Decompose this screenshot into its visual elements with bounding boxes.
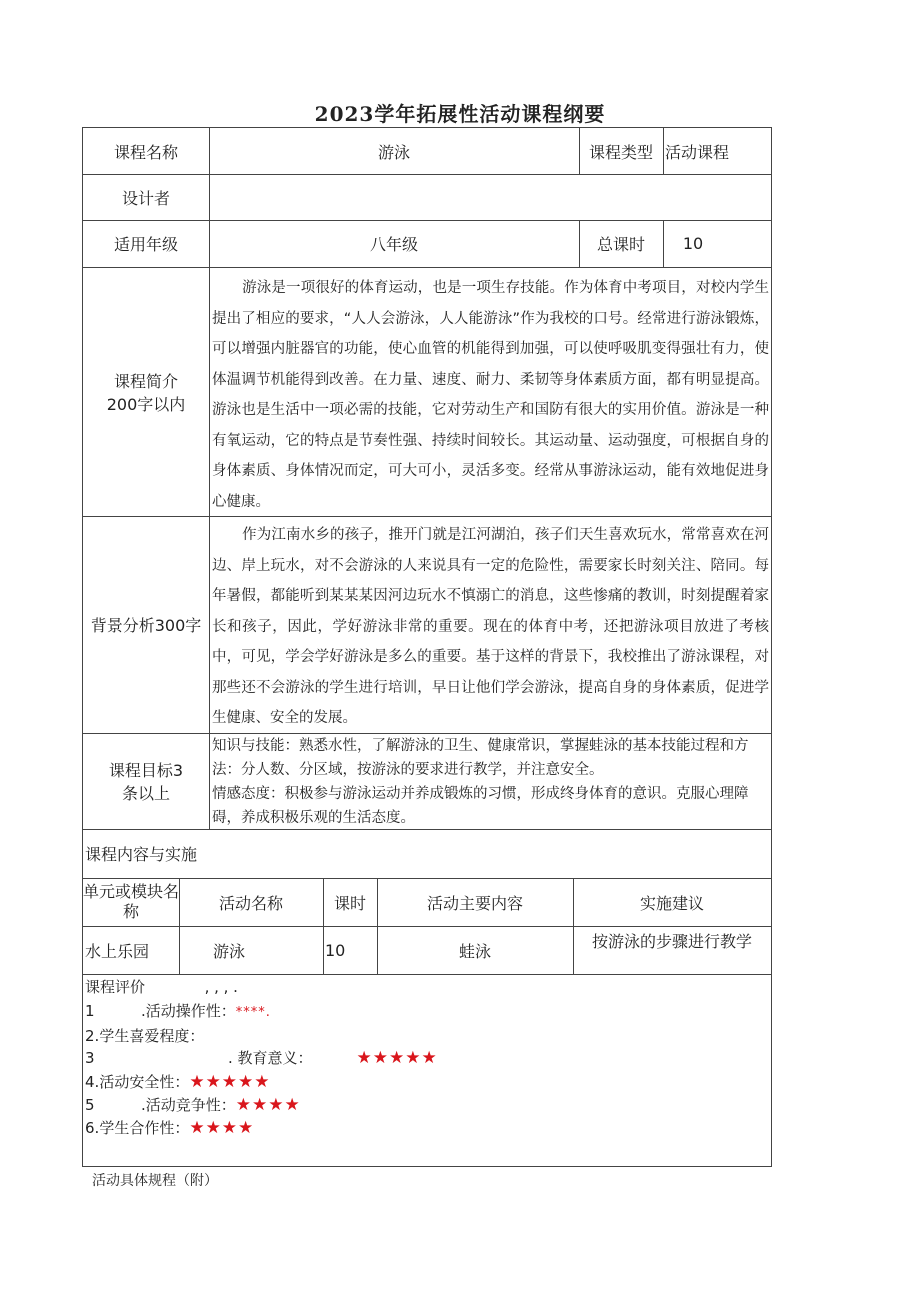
- header-hours: 课时: [333, 893, 366, 913]
- footer-note: 活动具体规程（附）: [92, 1173, 218, 1189]
- row-unit: 水上乐园: [85, 941, 150, 961]
- grade-value: 八年级: [369, 235, 418, 254]
- course-type-label: 课程类型: [588, 142, 653, 162]
- evaluation-num-3: 3: [85, 1049, 95, 1067]
- row-suggestion: 按游泳的步骤进行教学: [591, 931, 752, 951]
- intro-label: [83, 267, 209, 516]
- evaluation-title: [85, 976, 238, 997]
- evaluation-item-6: [85, 1117, 254, 1138]
- row-hours: 10: [325, 940, 346, 960]
- intro-label-line2: 200字以内: [106, 394, 186, 414]
- row-content: 蛙泳: [458, 941, 491, 961]
- course-name-value: 游泳: [377, 142, 410, 162]
- designer-label: 设计者: [121, 188, 170, 208]
- evaluation-num-2: 2: [85, 1027, 95, 1045]
- evaluation-num-6: 6: [85, 1119, 95, 1137]
- background-label: 背景分析300字: [90, 616, 202, 635]
- evaluation-item-1: [85, 1000, 271, 1021]
- background-text: [212, 520, 769, 734]
- evaluation-item-3: [85, 1047, 438, 1068]
- course-name-label: 课程名称: [113, 142, 178, 162]
- content-section-title: 课程内容与实施: [85, 845, 198, 864]
- intro-paragraph: 游泳是一项很好的体育运动，也是一项生存技能。作为体育中考项目，对校内学生提出了相应的要求，“人人会游泳，人人能游泳”作为我校的口号。经常进行游泳锻炼，可以增强内脏器官的功能，使心血管的机能得到加强，可以使呼吸肌变得强壮有力，使体温调节机能得到改善。在力量、速度、耐力、柔韧等身体素质方面，都有明显提高。游泳也是生活中一项必需的技能，它对劳动生产和国防有很大的实用价值。游泳是一种有氧运动，它的特点是节奏性强、持续时间较长。其运动量、运动强度，可根据自身的身体素质、身体情况而定，可大可小，灵活多变。经常从事游泳运动，能有效地促进身心健康。: [212, 280, 769, 510]
- total-hours-label: 总课时: [596, 235, 645, 254]
- evaluation-label-5: .活动竞争性：: [141, 1096, 236, 1114]
- goal-attitude: 情感态度：积极参与游泳运动并养成锻炼的习惯，形成终身体育的意识。克服心理障碍，养成积极乐观的生活态度。: [212, 786, 749, 826]
- header-unit: 单元或模块名称: [83, 882, 180, 921]
- evaluation-stars-3: ★★★★★: [356, 1048, 438, 1068]
- background-paragraph: 作为江南水乡的孩子，推开门就是江河湖泊，孩子们天生喜欢玩水，常常喜欢在河边、岸上玩水，对不会游泳的人来说具有一定的危险性，需要家长时刻关注、陪同。每年暑假，都能听到某某某因河边玩水不慎溺亡的消息，这些惨痛的教训，时刻提醒着家长和孩子，因此，学好游泳非常的重要。现在的体育中考，还把游泳项目放进了考核中，可见，学会学好游泳是多么的重要。基于这样的背景下，我校推出了游泳课程，对那些还不会游泳的学生进行培训，早日让他们学会游泳，提高自身的身体素质，促进学生健康、安全的发展。: [212, 527, 769, 726]
- evaluation-num-1: 1: [85, 1002, 95, 1020]
- evaluation-label-6: .学生合作性：: [94, 1119, 190, 1137]
- evaluation-item-5: [85, 1094, 301, 1115]
- total-hours-value: 10: [682, 234, 704, 253]
- evaluation-title-marks: , , , .: [204, 978, 238, 996]
- goals-label-line1: 课程目标3: [108, 761, 184, 780]
- grade-label: 适用年级: [113, 235, 178, 254]
- goals-label-line2: 条以上: [121, 784, 170, 803]
- designer-value: [209, 174, 771, 220]
- evaluation-label-4: .活动安全性：: [94, 1073, 190, 1091]
- evaluation-stars-5: ★★★★: [235, 1095, 301, 1115]
- evaluation-label-1: .活动操作性：: [141, 1002, 236, 1020]
- goal-knowledge: 知识与技能：熟悉水性，了解游泳的卫生、健康常识，掌握蛙泳的基本技能过程和方法：分人数、分区域，按游泳的要求进行教学，并注意安全。: [212, 738, 749, 778]
- evaluation-label-3: . 教育意义：: [228, 1049, 313, 1067]
- intro-text: [212, 273, 769, 517]
- evaluation-num-5: 5: [85, 1096, 95, 1114]
- row-activity: 游泳: [213, 941, 246, 961]
- header-suggestion: 实施建议: [639, 893, 704, 913]
- evaluation-item-2: [85, 1025, 204, 1046]
- header-activity: 活动名称: [218, 893, 283, 913]
- evaluation-stars-4: ★★★★★: [189, 1072, 271, 1092]
- course-outline-table: [82, 127, 772, 1167]
- header-content: 活动主要内容: [426, 893, 523, 913]
- course-type-value: 活动课程: [665, 142, 730, 162]
- evaluation-item-4: [85, 1071, 271, 1092]
- evaluation-stars-1: ****.: [235, 1005, 271, 1020]
- evaluation-num-4: 4: [85, 1073, 95, 1091]
- page-title: 2023学年拓展性活动课程纲要: [314, 102, 606, 126]
- goals-label: [83, 733, 209, 829]
- evaluation-title-text: 课程评价: [85, 978, 146, 996]
- evaluation-label-2: .学生喜爱程度：: [94, 1027, 205, 1045]
- goals-text: [212, 734, 770, 830]
- intro-label-line1: 课程简介: [113, 371, 178, 391]
- evaluation-stars-6: ★★★★: [189, 1118, 255, 1138]
